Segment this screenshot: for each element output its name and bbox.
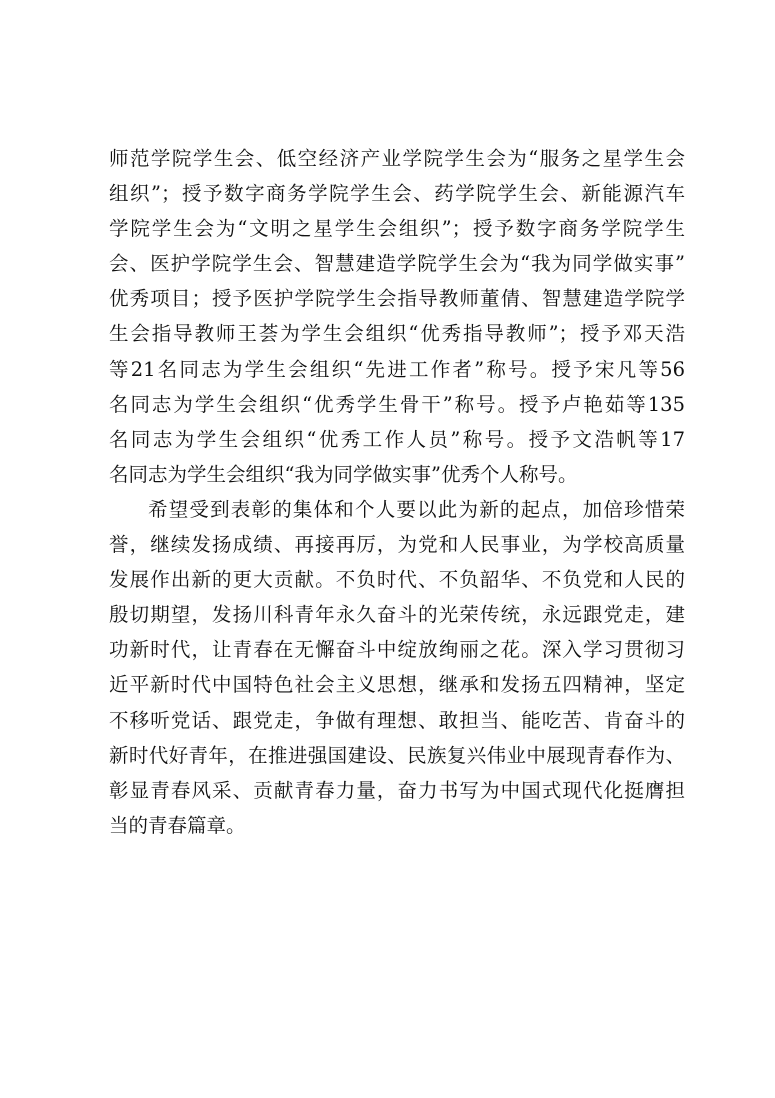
text-line: 誉，继续发扬成绩、再接再厉，为党和人民事业，为学校高质量 xyxy=(109,533,685,557)
text-line: 组织”；授予数字商务学院学生会、药学院学生会、新能源汽车 xyxy=(109,182,685,206)
text-line: 彰显青春风采、贡献青春力量，奋力书写为中国式现代化挺膺担 xyxy=(109,778,685,802)
text-line: 殷切期望，发扬川科青年永久奋斗的光荣传统，永远跟党走，建 xyxy=(109,603,685,627)
text-line: 希望受到表彰的集体和个人要以此为新的起点，加倍珍惜荣 xyxy=(148,497,685,521)
text-line: 功新时代，让青春在无懈奋斗中绽放绚丽之花。深入学习贯彻习 xyxy=(109,638,685,662)
paragraph-commendations xyxy=(109,141,685,492)
text-line: 学院学生会为“文明之星学生会组织”；授予数字商务学院学生 xyxy=(109,217,685,241)
text-line: 等21名同志为学生会组织“先进工作者”称号。授予宋凡等56 xyxy=(109,357,685,381)
text-line: 优秀项目；授予医护学院学生会指导教师董倩、智慧建造学院学 xyxy=(109,287,685,311)
text-line: 生会指导教师王荟为学生会组织“优秀指导教师”；授予邓天浩 xyxy=(109,322,685,346)
text-line: 名同志为学生会组织“优秀学生骨干”称号。授予卢艳茹等135 xyxy=(109,392,685,416)
text-line: 新时代好青年，在推进强国建设、民族复兴伟业中展现青春作为、 xyxy=(109,743,685,767)
text-line: 近平新时代中国特色社会主义思想，继承和发扬五四精神，坚定 xyxy=(109,673,685,697)
paragraph-expectations xyxy=(109,492,685,843)
text-line: 会、医护学院学生会、智慧建造学院学生会为“我为同学做实事” xyxy=(109,252,685,276)
text-line: 名同志为学生会组织“优秀工作人员”称号。授予文浩帆等17 xyxy=(109,427,685,451)
text-line: 发展作出新的更大贡献。不负时代、不负韶华、不负党和人民的 xyxy=(109,568,685,592)
text-line: 当的青春篇章。 xyxy=(109,813,246,837)
text-line: 不移听党话、跟党走，争做有理想、敢担当、能吃苦、肯奋斗的 xyxy=(109,708,685,732)
text-line: 名同志为学生会组织“我为同学做实事”优秀个人称号。 xyxy=(109,462,578,486)
text-line: 师范学院学生会、低空经济产业学院学生会为“服务之星学生会 xyxy=(109,147,685,170)
document-body xyxy=(109,141,685,843)
